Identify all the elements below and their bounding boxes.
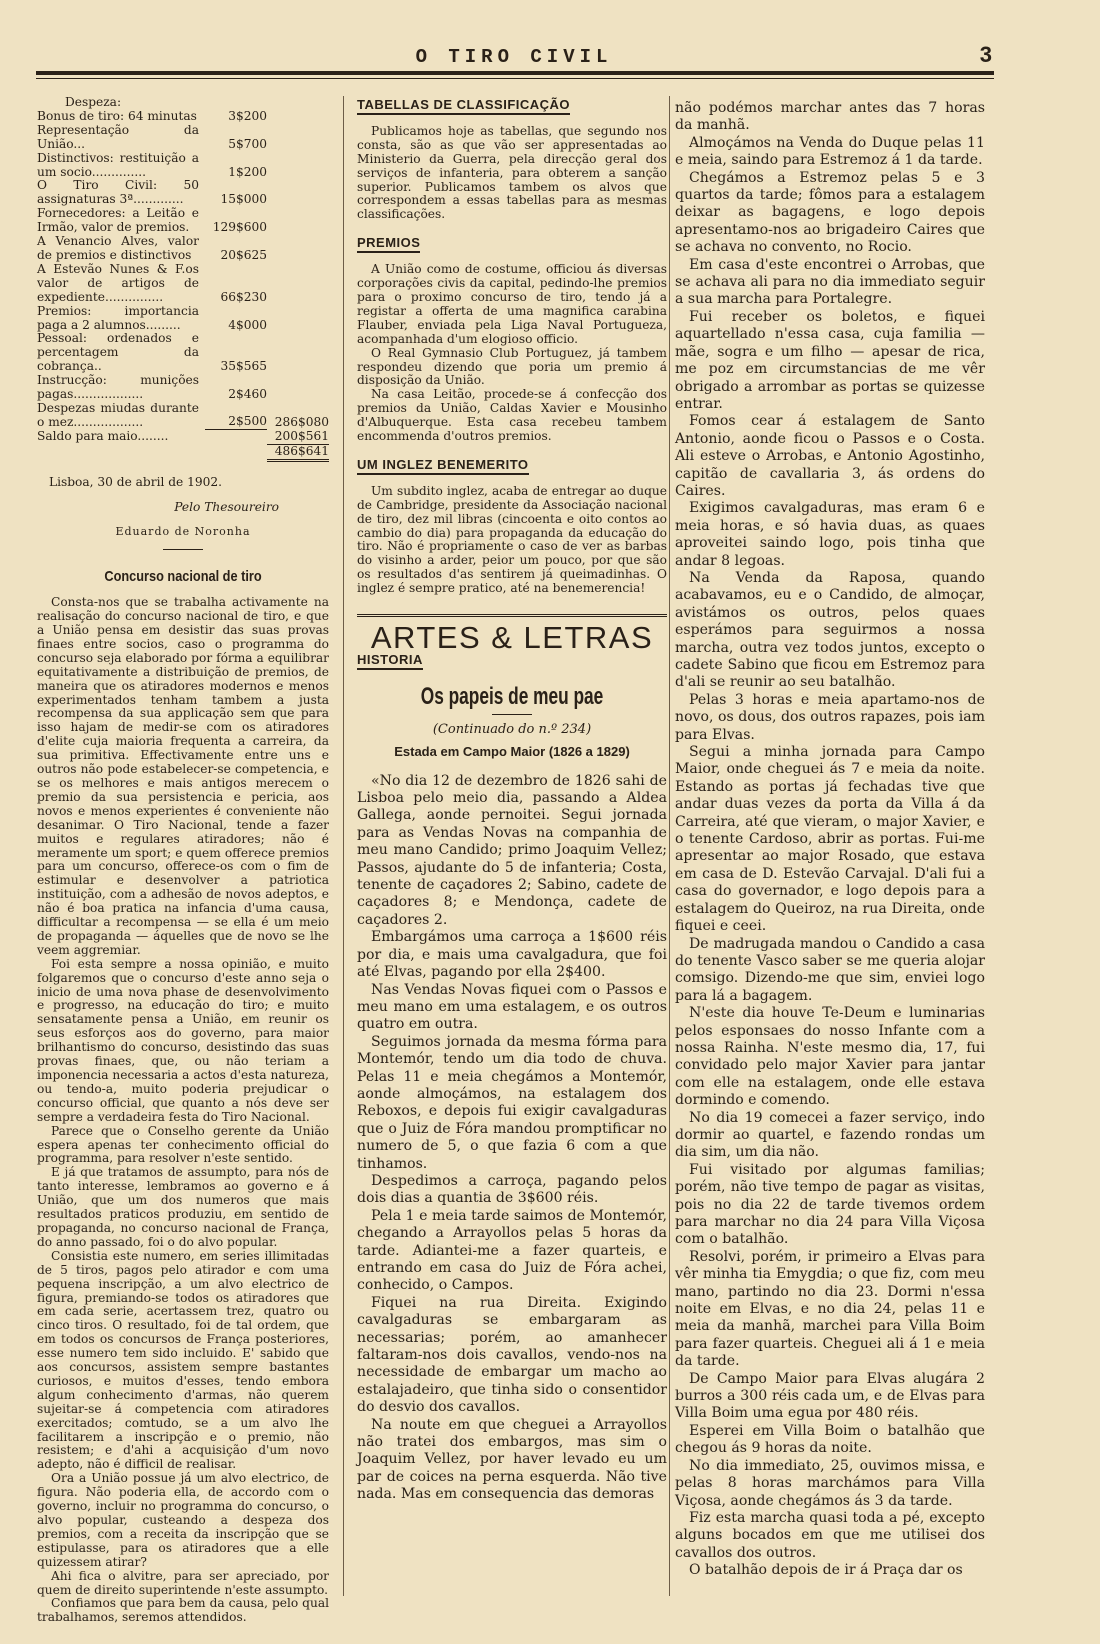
article-paragraph: Na noute em que cheguei a Arrayollos não tratei dos embargos, mas sim o Joaquim Vellez, por haver levado eu um par de coices na perna esquerda. Não tive nada. Mas em consequencia das demoras bbox=[357, 1416, 667, 1503]
account-label: Premios: importancia paga a 2 alumnos......... bbox=[37, 303, 199, 332]
tabellas-text: Publicamos hoje as tabellas, que segundo nos consta, são as que vão ser appresentadas ao Ministerio da Guerra, pela direcção geral dos serviços de infanteria, para obterem a sanção superior. Publicamos tambem os alvos que correspondem a essas tabellas para as mesmas classificações. bbox=[357, 123, 667, 222]
article-paragraph: não podémos marchar antes das 7 horas da manhã. bbox=[675, 100, 985, 134]
account-row bbox=[37, 179, 329, 207]
account-label: A Venancio Alves, valor de premios e distinctivos bbox=[37, 234, 199, 262]
tabellas-heading: TABELLAS DE CLASSIFICAÇÃO bbox=[357, 98, 570, 115]
article-paragraph: No dia 19 comecei a fazer serviço, indo dormir ao quartel, e fazendo rondas um dia sim, um dia não. bbox=[675, 1109, 985, 1161]
account-label: O Tiro Civil: 50 assignaturas 3ª............. bbox=[37, 178, 199, 207]
account-total bbox=[267, 110, 329, 124]
concurso-title: Concurso nacional de tiro bbox=[104, 568, 262, 586]
account-row bbox=[37, 110, 329, 124]
article-paragraph: O batalhão depois de ir á Praça dar os bbox=[689, 1562, 963, 1579]
divider bbox=[163, 549, 203, 550]
account-value bbox=[205, 444, 267, 460]
premios-paragraph: O Real Gymnasio Club Portuguez, já tambem respondeu dizendo que poria um premio á disposição da União. bbox=[357, 345, 667, 388]
column-2 bbox=[357, 92, 667, 1504]
account-value: 3$200 bbox=[228, 108, 267, 123]
account-label: Instrucção: munições pagas.................. bbox=[37, 373, 199, 402]
concurso-paragraph: Confiamos que para bem da causa, pelo qual trabalhamos, seremos attendidos. bbox=[37, 1596, 329, 1625]
account-value: 2$460 bbox=[228, 387, 267, 402]
account-total bbox=[267, 374, 329, 402]
accounts-table bbox=[37, 110, 329, 462]
concurso-paragraph: E já que tratamos de assumpto, para nós de tanto interesse, lembramos ao governo e á União, que um dos numeros que mais resultados praticos produziu, em sentido de propaganda, no concurso nacional de França, do anno passado, foi o do alvo popular. bbox=[37, 1165, 329, 1249]
article-paragraph: Despedimos a carroça, pagando pelos dois dias a quantia de 3$600 réis. bbox=[357, 1172, 667, 1207]
account-row bbox=[37, 374, 329, 402]
account-total: 486$641 bbox=[267, 444, 329, 460]
account-value: 4$000 bbox=[228, 317, 267, 332]
newspaper-title: O TIRO CIVIL bbox=[415, 46, 613, 68]
article-paragraph: Fomos cear á estalagem de Santo Antonio, aonde ficou o Passos e o Costa. Ali esteve o Arrobas, e Antonio Agostinho, capitão de cavallaria 3, ás ordens do Caires. bbox=[675, 413, 985, 499]
article-paragraph: Nas Vendas Novas fiquei com o Passos e meu mano em uma estalagem, e os outros quatro em outra. bbox=[357, 981, 667, 1033]
article-paragraph: De Campo Maior para Elvas alugára 2 burros a 300 réis cada um, e de Elvas para Villa Boim uma egua por 480 réis. bbox=[675, 1370, 985, 1422]
author-name: Eduardo de Noronha bbox=[115, 525, 251, 539]
account-total bbox=[267, 332, 329, 374]
concurso-paragraph: Foi esta sempre a nossa opinião, e muito folgaremos que o concurso d'este anno seja o inicio de uma nova phase de desenvolvimento e progresso, na educação do tiro; e muito sensatamente pensa a União, em reunir os seus esforços aos do governo, para maior brilhantismo do concurso, desistindo das suas provas finaes, que, ou não teriam a imponencia necessaria a actos d'esta natureza, ou tendo-a, muito poderia prejudicar o concurso official, que quanto a nós deve ser sempre a verdadeira festa do Tiro Nacional. bbox=[37, 956, 329, 1124]
article-paragraph: Esperei em Villa Boim o batalhão que chegou ás 9 horas da noite. bbox=[675, 1422, 985, 1457]
article-paragraph: Fui visitado por algumas familias; porém, não tive tempo de pagar as visitas, pois no dia 22 de tarde tivemos ordem para marchar no dia 24 para Villa Viçosa com o batalhão. bbox=[675, 1161, 985, 1248]
account-value: 20$625 bbox=[220, 247, 267, 262]
continued-note: (Continuado do n.º 234) bbox=[432, 721, 592, 737]
account-label: A Estevão Nunes & F.os valor de artigos de expediente............... bbox=[37, 261, 199, 304]
concurso-paragraph: Consistia este numero, em series illimitadas de 5 tiros, pagos pelo atirador e com uma pequena inscripção, a um alvo electrico de figura, premiando-se todos os atiradores que em cada serie, acertassem trez, quatro ou cinco tiros. O resultado, foi de tal ordem, que em todos os concursos de França posteriores, esse numero tem sido incluido. E' sabido que aos concursos, assistem sempre bastantes curiosos, e muitos d'esses, tendo embora algum conhecimento d'armas, não querem sujeitar-se á competencia com atiradores exercitados; comtudo, se a um alvo lhe facilitarem a inscripção e o premio, não resistem; e d'ahi a acquisição d'um novo adepto, não é difficil de realisar. bbox=[37, 1248, 329, 1472]
premios-heading: PREMIOS bbox=[357, 236, 420, 253]
premios-body bbox=[357, 263, 667, 444]
account-value: 2$500 bbox=[205, 402, 267, 430]
article-subtitle: Estada em Campo Maior (1826 a 1829) bbox=[394, 743, 630, 759]
accounts-heading: Despeza: bbox=[65, 95, 122, 109]
premios-paragraph: A União como de costume, officiou ás diversas corporações civis da capital, pedindo-lhe premios para o proximo concurso de tiro, tendo já a registar a offerta de uma magnifica carabina Flauber, enviada pela Liga Naval Portugueza, acompanhada d'um elogioso officio. bbox=[357, 262, 667, 346]
article-paragraph: N'este dia houve Te-Deum e luminarias pelos esponsaes do nosso Infante com a nossa Rainha. N'este mesmo dia, 17, fui convidado pelo major Xavier para jantar com elle na estalagem, onde elle estava dormindo e comendo. bbox=[675, 1005, 985, 1109]
account-row bbox=[37, 124, 329, 152]
column-divider bbox=[343, 96, 344, 1596]
account-row bbox=[37, 430, 329, 444]
divider bbox=[492, 714, 532, 715]
article-paragraph: Resolvi, porém, ir primeiro a Elvas para vêr minha tia Emygdia; o que fiz, com meu mano, partindo no dia 23. Dormi n'essa noite em Elvas, e no dia 24, pelas 11 e meia da manhã, marchei para Villa Boim para fazer quarteis. Cheguei ali á 1 e meia da tarde. bbox=[675, 1248, 985, 1370]
dateline: Lisboa, 30 de abril de 1902. bbox=[49, 474, 223, 489]
article-paragraph: Fiz esta marcha quasi toda a pé, excepto alguns bocados em que me utilisei dos cavallos dos outros. bbox=[675, 1509, 985, 1561]
account-row bbox=[37, 263, 329, 305]
account-label: Despezas miudas durante o mez.................. bbox=[37, 400, 199, 429]
article-paragraph: Na Venda da Raposa, quando acabavamos, eu e o Candido, de almoçar, avistámos os outros, pelos quaes esperámos para seguirmos a nossa marcha, outra vez todos juntos, excepto o cadete Sabino que ficou em Estremoz para d'ali se reunir ao seu batalhão. bbox=[675, 569, 985, 691]
account-label: Representação da União... bbox=[37, 122, 199, 151]
article-paragraph: Fui receber os boletos, e fiquei aquartellado n'essa casa, cuja familia — mãe, sogra e um filho — apesar de rica, me poz em circumstancias de me vêr obrigado a arrombar as portas se quizesse entrar. bbox=[675, 308, 985, 412]
account-row bbox=[37, 207, 329, 235]
article-paragraph: Exigimos cavalgaduras, mas eram 6 e meia horas, e só havia duas, as quaes aproveitei saindo logo, pois tinha que andar 8 legoas. bbox=[675, 500, 985, 569]
signature: Pelo Thesoureiro bbox=[174, 500, 279, 515]
account-row bbox=[37, 235, 329, 263]
account-value: 1$200 bbox=[228, 164, 267, 179]
account-value bbox=[205, 430, 267, 444]
account-value: 129$600 bbox=[212, 220, 267, 235]
account-total: 286$080 bbox=[274, 414, 329, 429]
premios-paragraph: Na casa Leitão, procede-se á confecção dos premios da União, Caldas Xavier e Mousinho d'Albuquerque. Esta casa recebeu tambem encommenda d'outros premios. bbox=[357, 387, 667, 444]
account-total bbox=[267, 179, 329, 207]
account-label: Saldo para maio........ bbox=[37, 429, 169, 444]
page-number: 3 bbox=[979, 42, 992, 67]
account-row bbox=[37, 444, 329, 460]
column-divider bbox=[669, 96, 670, 1596]
account-label: Bonus de tiro: 64 minutas bbox=[37, 108, 197, 123]
article-body-col3 bbox=[675, 100, 985, 1580]
column-1 bbox=[37, 96, 329, 1625]
account-label: Pessoal: ordenados e percentagem da cobrança.. bbox=[37, 331, 199, 374]
article-paragraph: De madrugada mandou o Candido a casa do tenente Vasco saber se me queria alojar comsigo. Dizendo-me que sim, enviei logo para lá a bagagem. bbox=[675, 935, 985, 1004]
account-total: 200$561 bbox=[267, 430, 329, 444]
account-label bbox=[37, 444, 205, 460]
concurso-paragraph: Ahi fica o alvitre, para ser apreciado, por quem de direito superintende n'este assumpto. bbox=[37, 1568, 329, 1597]
header-rule-thin bbox=[36, 78, 994, 79]
inglez-text: Um subdito inglez, acaba de entregar ao duque de Cambridge, presidente da Associação nacional de tiro, dez mil libras (cincoenta e oito contos ao cambio do dia) para propaganda da educação do tiro. Não é propriamente o caso de ver as barbas do visinho a arder, peior um pouco, por que são os resultados d'as sentirem já queimadinhas. O inglez é sempre pratico, até na benemerencia! bbox=[357, 483, 667, 596]
account-row bbox=[37, 402, 329, 430]
account-total bbox=[267, 305, 329, 333]
article-paragraph: No dia immediato, 25, ouvimos missa, e pelas 8 horas marchámos para Villa Viçosa, aonde chegámos ás 3 da tarde. bbox=[675, 1457, 985, 1509]
artes-letras-title: ARTES & LETRAS bbox=[357, 614, 667, 645]
historia-heading: HISTORIA bbox=[357, 653, 423, 670]
account-total bbox=[267, 263, 329, 305]
article-paragraph: Chegámos a Estremoz pelas 5 e 3 quartos da tarde; fômos para a estalagem deixar as bagagens, e logo depois apresentamo-nos ao brigadeiro Caires que se achava no convento, no Rocio. bbox=[675, 169, 985, 256]
account-total bbox=[267, 235, 329, 263]
concurso-paragraph: Consta-nos que se trabalha activamente na realisação do concurso nacional de tiro, e que a União pensa em desistir das suas provas finaes entre socios, caso o programma do concurso seja elaborado por fórma a equilibrar equitativamente a distribuição de premios, de maneira que os atiradores modernos e menos experimentados tenham tambem a justa recompensa da sua applicação sem que para isso hajam de medir-se com os atiradores d'elite cuja maioria frequenta a carreira, da sua primitiva. Effectivamente entre uns e outros não pode estabelecer-se competencia, e se os melhores e mais antigos merecem o premio da sua persistencia e pericia, aos novos e menos experientes é conveniente não desanimar. O Tiro Nacional, tende a fazer muitos e regulares atiradores; não é meramente um sport; e quem offerece premios para um concurso, offerece-os com o fim de estimular e desenvolver a patriotica instituição, com a adhesão de novos adeptos, e não é boa pratica na infancia d'uma causa, difficultar a recompensa — se ella é um meio de propaganda — áquelles que de novo se lhe veem aggremiar. bbox=[37, 595, 329, 957]
account-value: 35$565 bbox=[220, 359, 267, 374]
concurso-body bbox=[37, 596, 329, 1625]
account-total bbox=[267, 207, 329, 235]
account-value: 66$230 bbox=[220, 289, 267, 304]
article-paragraph: Segui a minha jornada para Campo Maior, onde cheguei ás 7 e meia da noite. Estando as portas já fechadas tive que andar duas vezes da porta da Villa á da Carreira, até que vieram, o major Xavier, e o tenente Cardoso, abrir as portas. Fui-me apresentar ao major Rosado, que estava em casa de D. Estevão Carvajal. D'ali fui a casa do governador, e logo depois para a estalagem do Queiroz, na rua Direita, onde fiquei e ceei. bbox=[675, 744, 985, 935]
column-3 bbox=[675, 100, 985, 1580]
account-row bbox=[37, 305, 329, 333]
article-paragraph: Em casa d'este encontrei o Arrobas, que se achava ali para no dia immediato seguir a sua marcha para Portalegre. bbox=[675, 256, 985, 308]
article-paragraph: Seguimos jornada da mesma fórma para Montemór, tendo um dia todo de chuva. Pelas 11 e meia chegámos a Montemór, aonde almoçámos, na estalagem dos Reboxos, e depois fui exigir cavalgaduras que o Juiz de Fóra mandou promptificar no numero de 5, o que fazia 6 com a que tinhamos. bbox=[357, 1033, 667, 1172]
article-paragraph: Pelas 3 horas e meia apartamo-nos de novo, os dous, dos outros rapazes, pois iam para Elvas. bbox=[675, 691, 985, 743]
account-row bbox=[37, 152, 329, 180]
account-row bbox=[37, 332, 329, 374]
concurso-paragraph: Parece que o Conselho gerente da União espera apenas ter conhecimento official do programma, para resolver n'este sentido. bbox=[37, 1123, 329, 1166]
account-total bbox=[267, 152, 329, 180]
article-paragraph: Fiquei na rua Direita. Exigindo cavalgaduras se embargaram as necessarias; porém, ao amanhecer faltaram-nos dois cavallos, vendo-nos na necessidade de embargar um macho ao estalajadeiro, que tinha sido o consentidor do desvio dos cavallos. bbox=[357, 1294, 667, 1416]
account-label: Distinctivos: restituição a um socio.............. bbox=[37, 150, 199, 179]
account-label: Fornecedores: a Leitão e Irmão, valor de premios. bbox=[37, 206, 199, 235]
account-value: 15$000 bbox=[220, 192, 267, 207]
concurso-paragraph: Ora a União possue já um alvo electrico, de figura. Não poderia ella, de accordo com o governo, incluir no programma do concurso, o alvo popular, custeando a despeza dos premios, com a receita da inscripção que se estipulasse, para os atiradores que a elle quizessem atirar? bbox=[37, 1471, 329, 1569]
account-total bbox=[267, 124, 329, 152]
article-body-col2 bbox=[357, 773, 667, 1504]
inglez-heading: UM INGLEZ BENEMERITO bbox=[357, 458, 529, 475]
article-title: Os papeis de meu pae bbox=[420, 682, 604, 710]
article-paragraph: Embargámos uma carroça a 1$600 réis por dia, e mais uma cavalgadura, que foi até Elvas, pagando por ella 2$400. bbox=[357, 929, 667, 981]
account-value: 5$700 bbox=[228, 136, 267, 151]
header-rule bbox=[36, 71, 994, 75]
article-paragraph: «No dia 12 de dezembro de 1826 sahi de Lisboa pelo meio dia, passando a Aldea Gallega, aonde pernoitei. Segui jornada para as Vendas Novas na companhia de meu mano Candido; primo Joaquim Vellez; Passos, ajudante do 5 de infanteria; Costa, tenente de caçadores 2; Sabino, cadete de caçadores 8; e Mendonça, cadete de caçadores 2. bbox=[357, 772, 667, 928]
article-paragraph: Almoçámos na Venda do Duque pelas 11 e meia, saindo para Estremoz á 1 da tarde. bbox=[675, 134, 985, 169]
article-paragraph: Pela 1 e meia tarde saimos de Montemór, chegando a Arrayollos pelas 5 horas da tarde. Adiantei-me a fazer quarteis, e entrando em casa do Juiz de Fóra achei, conhecido, o Campos. bbox=[357, 1207, 667, 1294]
